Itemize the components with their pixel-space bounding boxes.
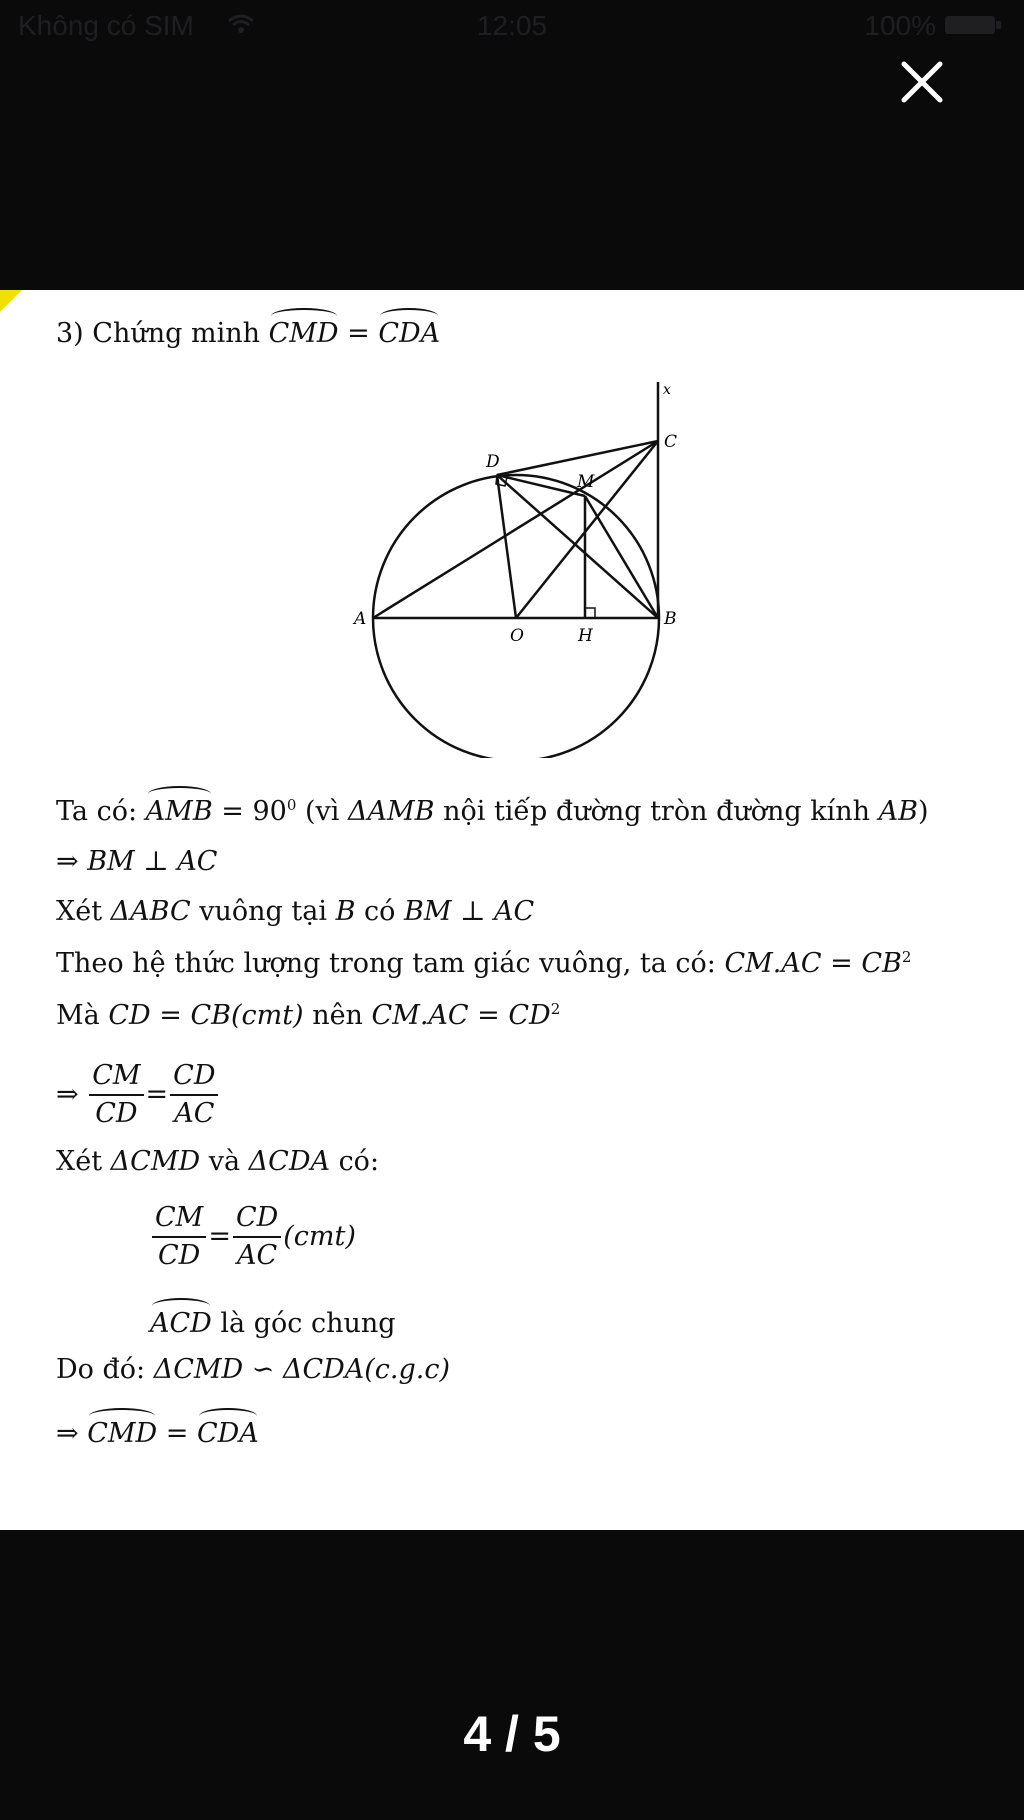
square-sup: 2 — [901, 948, 912, 966]
label-o: O — [510, 626, 524, 646]
text-ta-co: Ta có: — [56, 796, 138, 827]
expr-cd-cb: CD = CB(cmt) — [108, 1000, 304, 1031]
degree-sup: 0 — [286, 796, 297, 814]
close-icon[interactable] — [896, 56, 948, 108]
denominator: AC — [174, 1098, 215, 1130]
text-nen: nên — [312, 1000, 363, 1031]
bm-perp-ac: BM ⊥ AC — [404, 896, 535, 927]
equals: = — [208, 1220, 231, 1252]
angle-amb: AMB — [146, 792, 213, 828]
angle-cda: CDA — [378, 314, 440, 350]
close-paren: ) — [917, 796, 929, 827]
segment-db — [497, 475, 658, 618]
label-b: B — [664, 609, 677, 629]
proof-line-6 — [56, 1060, 220, 1131]
numerator: CM — [152, 1202, 206, 1238]
denominator: CD — [158, 1240, 201, 1272]
proof-line-5 — [56, 1000, 560, 1032]
segment-ac — [373, 441, 658, 618]
battery-percent: 100% — [864, 10, 936, 41]
equals: = — [347, 318, 370, 349]
expr-cm-ac-cb: CM.AC = CB — [724, 948, 902, 979]
segment-ab-text: AB — [878, 796, 918, 827]
numerator: CD — [233, 1202, 281, 1238]
segment-mb — [585, 496, 658, 618]
corner-highlight — [0, 290, 22, 312]
numerator: CD — [170, 1060, 218, 1096]
text-ma: Mà — [56, 1000, 100, 1031]
text-goc-chung: là góc chung — [220, 1308, 396, 1339]
denominator: AC — [237, 1240, 278, 1272]
heading-prefix: 3) Chứng minh — [56, 318, 261, 349]
angle-acd: ACD — [150, 1304, 212, 1340]
equals: = — [145, 1078, 169, 1110]
numerator: CM — [89, 1060, 143, 1096]
denominator: CD — [95, 1098, 138, 1130]
proof-line-4 — [56, 948, 911, 980]
triangle-cda: ΔCDA — [248, 1146, 330, 1177]
text-co: có: — [338, 1146, 380, 1177]
equals: = — [165, 1418, 189, 1449]
proof-line-1 — [56, 792, 929, 828]
proof-line-9 — [150, 1304, 396, 1340]
page-counter: 4 / 5 — [463, 1706, 561, 1762]
triangle-cmd: ΔCMD — [110, 1146, 201, 1177]
heading-line — [56, 314, 440, 350]
proof-line-10 — [56, 1354, 450, 1386]
text-va: và — [208, 1146, 241, 1177]
value-90: = 90 — [221, 796, 287, 827]
text-he-thuc: Theo hệ thức lượng trong tam giác vuông, ta có: — [56, 948, 716, 979]
document-page[interactable] — [0, 290, 1024, 1530]
square-sup-2: 2 — [550, 1000, 561, 1018]
segment-do — [497, 475, 516, 618]
text-xet: Xét — [56, 896, 103, 927]
fraction-cm-cd — [89, 1060, 143, 1131]
right-angle-h — [585, 608, 595, 618]
proof-line-11 — [56, 1414, 259, 1450]
proof-line-7 — [56, 1146, 379, 1178]
text-vi: (vì — [304, 796, 340, 827]
proof-line-2: ⇒ BM ⊥ AC — [56, 846, 218, 877]
label-a: A — [354, 609, 367, 629]
status-bar — [0, 0, 1024, 52]
similar-triangles: ΔCMD ∽ ΔCDA(c.g.c) — [153, 1354, 451, 1385]
point-b: B — [335, 896, 356, 927]
status-time: 12:05 — [476, 10, 548, 41]
label-m: M — [577, 472, 595, 492]
battery-icon — [944, 15, 1002, 35]
text-xet: Xét — [56, 1146, 103, 1177]
label-c: C — [664, 432, 678, 452]
label-h: H — [578, 626, 593, 646]
proof-line-3 — [56, 896, 534, 928]
text-cmt: (cmt) — [283, 1220, 356, 1252]
triangle-amb: ΔAMB — [348, 796, 435, 827]
proof-line-8 — [150, 1202, 356, 1273]
fraction-cd-ac — [170, 1060, 218, 1131]
label-x: x — [663, 382, 671, 398]
angle-cda: CDA — [197, 1414, 259, 1450]
implies-arrow: ⇒ — [56, 1418, 79, 1449]
angle-cmd: CMD — [87, 1414, 157, 1450]
carrier-label: Không có SIM — [18, 10, 194, 41]
geometry-diagram — [330, 378, 710, 758]
angle-cmd: CMD — [269, 314, 339, 350]
text-do-do: Do đó: — [56, 1354, 146, 1385]
expr-cm-ac-cd: CM.AC = CD — [371, 1000, 551, 1031]
fraction-cm-cd — [152, 1202, 206, 1273]
implies-arrow: ⇒ — [56, 1078, 79, 1110]
text-co: có — [364, 896, 396, 927]
text-reason: nội tiếp đường tròn đường kính — [443, 796, 871, 827]
label-d: D — [486, 452, 500, 472]
fraction-cd-ac — [233, 1202, 281, 1273]
text-vuong-tai: vuông tại — [199, 896, 327, 927]
triangle-abc: ΔABC — [110, 896, 191, 927]
